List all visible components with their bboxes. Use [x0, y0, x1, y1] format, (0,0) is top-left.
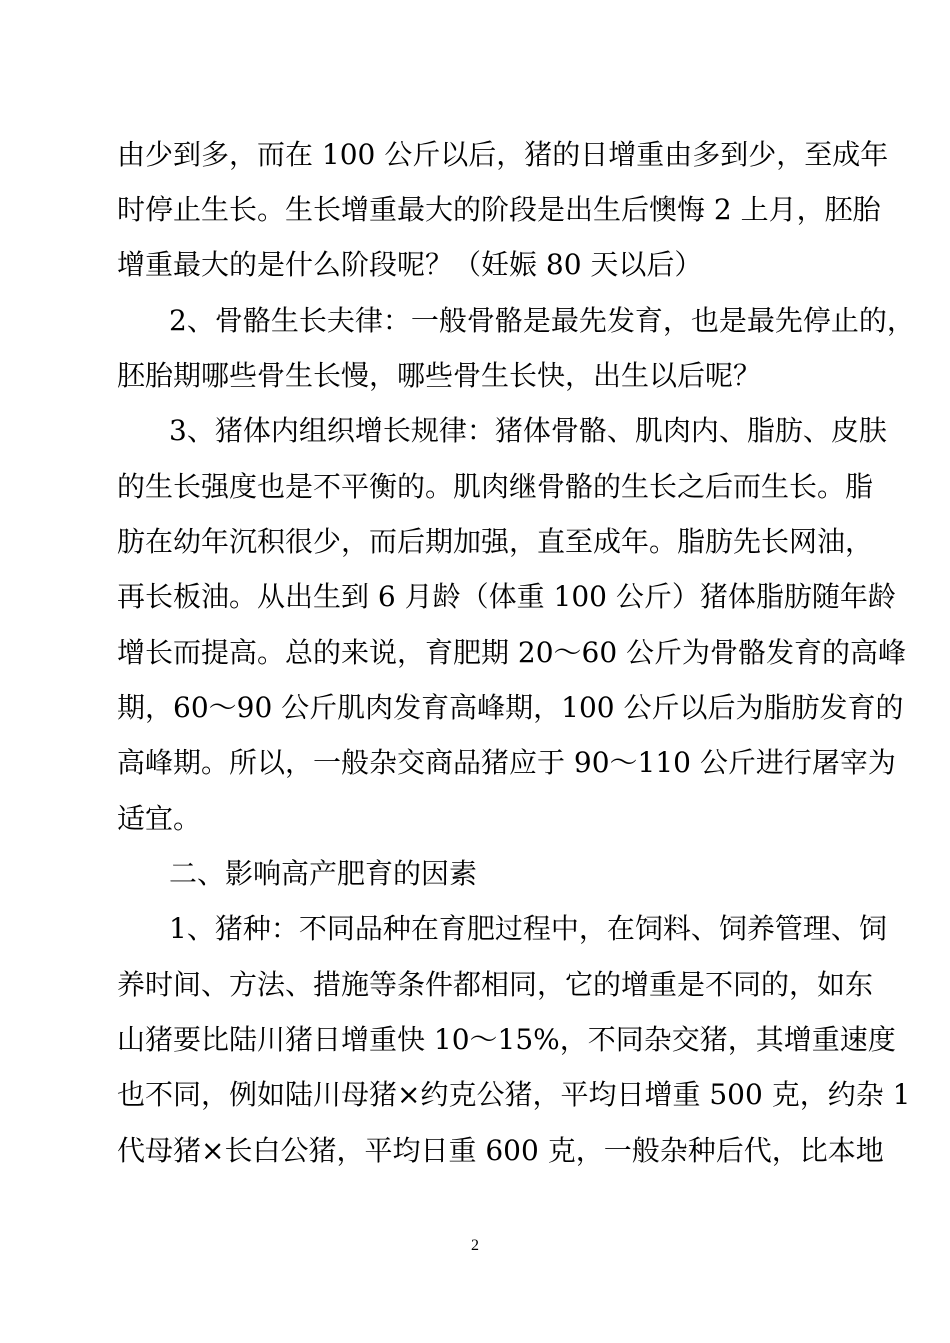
text-line: 时停止生长。生长增重最大的阶段是出生后懊悔 2 上月，胚胎: [117, 193, 881, 226]
text-line: 也不同，例如陆川母猪×约克公猪，平均日增重 500 克，约杂 1: [117, 1078, 911, 1111]
text-line: 养时间、方法、措施等条件都相同，它的增重是不同的，如东: [117, 968, 874, 1001]
text-line: 高峰期。所以，一般杂交商品猪应于 90～110 公斤进行屠宰为: [117, 746, 896, 779]
section-heading: 二、影响高产肥育的因素: [169, 857, 478, 890]
text-line: 2、骨骼生长夫律：一般骨骼是最先发育，也是最先停止的，: [169, 304, 915, 337]
text-line: 山猪要比陆川猪日增重快 10～15%，不同杂交猪，其增重速度: [117, 1023, 896, 1056]
text-line: 的生长强度也是不平衡的。肌肉继骨骼的生长之后而生长。脂: [117, 470, 874, 503]
text-line: 肪在幼年沉积很少，而后期加强，直至成年。脂肪先长网油，: [117, 525, 874, 558]
text-line: 由少到多，而在 100 公斤以后，猪的日增重由多到少，至成年: [117, 138, 889, 171]
text-line: 再长板油。从出生到 6 月龄（体重 100 公斤）猪体脂肪随年龄: [117, 580, 896, 613]
text-line: 1、猪种：不同品种在育肥过程中，在饲料、饲养管理、饲: [169, 912, 887, 945]
page-number: 2: [471, 1237, 479, 1254]
text-line: 增重最大的是什么阶段呢？（妊娠 80 天以后）: [117, 248, 703, 281]
text-line: 代母猪×长白公猪，平均日重 600 克，一般杂种后代，比本地: [117, 1134, 884, 1167]
text-line: 胚胎期哪些骨生长慢，哪些骨生长快，出生以后呢？: [117, 359, 762, 392]
text-line: 3、猪体内组织增长规律：猪体骨骼、肌肉内、脂肪、皮肤: [169, 414, 887, 447]
text-line: 适宜。: [117, 802, 202, 835]
text-line: 期，60～90 公斤肌肉发育高峰期，100 公斤以后为脂肪发育的: [117, 691, 904, 724]
text-line: 增长而提高。总的来说，育肥期 20～60 公斤为骨骼发育的高峰: [117, 636, 907, 669]
